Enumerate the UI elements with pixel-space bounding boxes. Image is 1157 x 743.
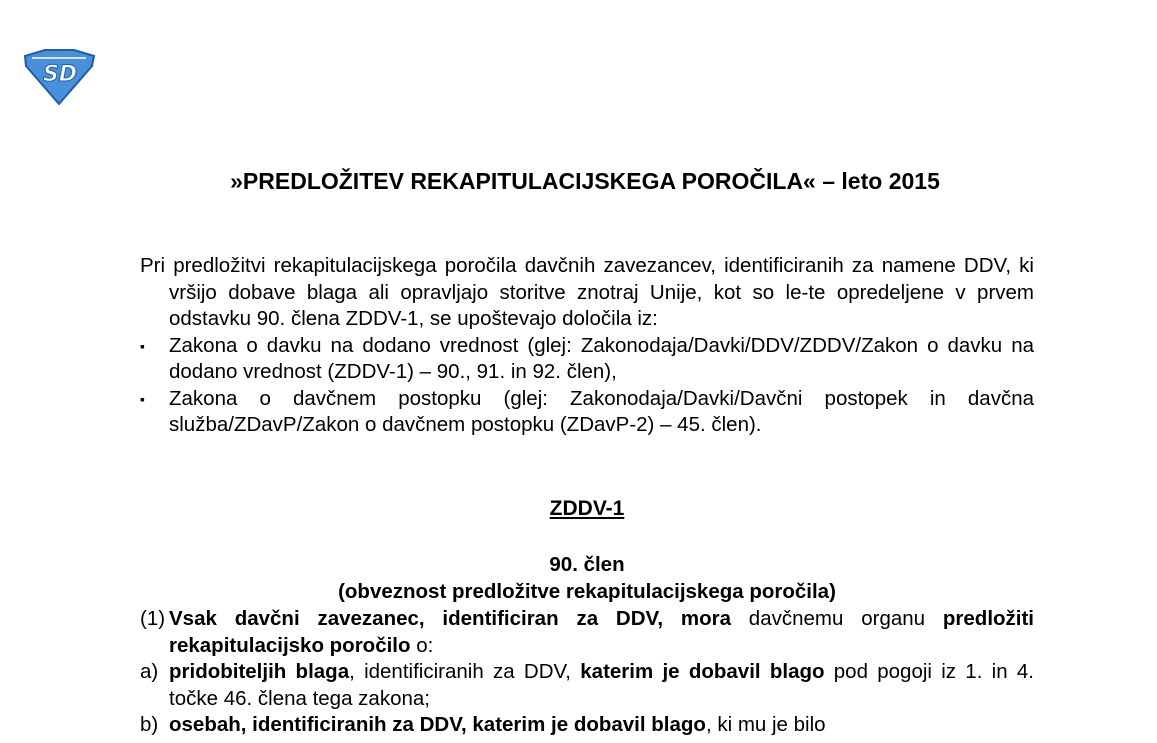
plain-text: davčnemu organu xyxy=(730,607,943,630)
list-item-text: Zakona o davčnem postopku (glej: Zakonodaja/Davki/Davčni postopek in davčna služba/ZDavP/Zakon o davčnem postopku (ZDavP-2) – 45. člen). xyxy=(169,386,1034,436)
plain-text: , identificiranih za DDV, xyxy=(349,660,581,683)
logo-text: SD xyxy=(42,62,78,87)
section-heading: ZDDV-1 xyxy=(549,497,625,520)
item-a xyxy=(140,659,1034,712)
plain-text: o: xyxy=(410,633,434,657)
bold-text: pridobiteljih blaga xyxy=(169,660,350,683)
bold-text: osebah, identificiranih za DDV, katerim je dobavil blago xyxy=(169,713,706,736)
intro-section xyxy=(140,253,1034,439)
document-title: »PREDLOŽITEV REKAPITULACIJSKEGA POROČILA« – leto 2015 xyxy=(230,168,940,194)
paragraph-1 xyxy=(140,606,1034,659)
bullet-icon: ▪ xyxy=(140,390,145,407)
article-number: 90. člen xyxy=(549,553,625,576)
article-subtitle: (obveznost predložitve rekapitulacijskega poročila) xyxy=(338,580,836,603)
list-item xyxy=(140,386,1034,439)
item-b xyxy=(140,712,1034,739)
list-item-text: Zakona o davku na dodano vrednost (glej: Zakonodaja/Davki/DDV/ZDDV/Zakon o davku na dodano vrednost (ZDDV-1) – 90., 91. in 92. člen), xyxy=(169,333,1034,383)
plain-text: , ki mu je bilo xyxy=(705,713,826,736)
bold-text: Vsak davčni zavezanec, identificiran za DDV, mora xyxy=(169,607,731,630)
list-item xyxy=(140,333,1034,386)
paragraph-label: (1) xyxy=(140,607,166,630)
sd-logo xyxy=(22,48,96,106)
bullet-icon: ▪ xyxy=(140,337,145,354)
plain-text: pod pogoji iz 1. in 4. točke 46. člena tega zakona; xyxy=(169,660,1034,710)
intro-paragraph: Pri predložitvi rekapitulacijskega poročila davčnih zavezancev, identificiranih za namene DDV, ki vršijo dobave blaga ali opravljajo storitve znotraj Unije, kot so le-te opredeljene v prvem odstavku 90. člena ZDDV-1, se upoštevajo določila iz: xyxy=(140,254,1034,330)
item-label: b) xyxy=(140,713,159,736)
article-body xyxy=(140,606,1034,739)
bold-text: katerim je dobavil blago xyxy=(580,660,825,683)
item-label: a) xyxy=(140,660,159,683)
bold-text: predložiti rekapitulacijsko poročilo xyxy=(169,607,1034,657)
